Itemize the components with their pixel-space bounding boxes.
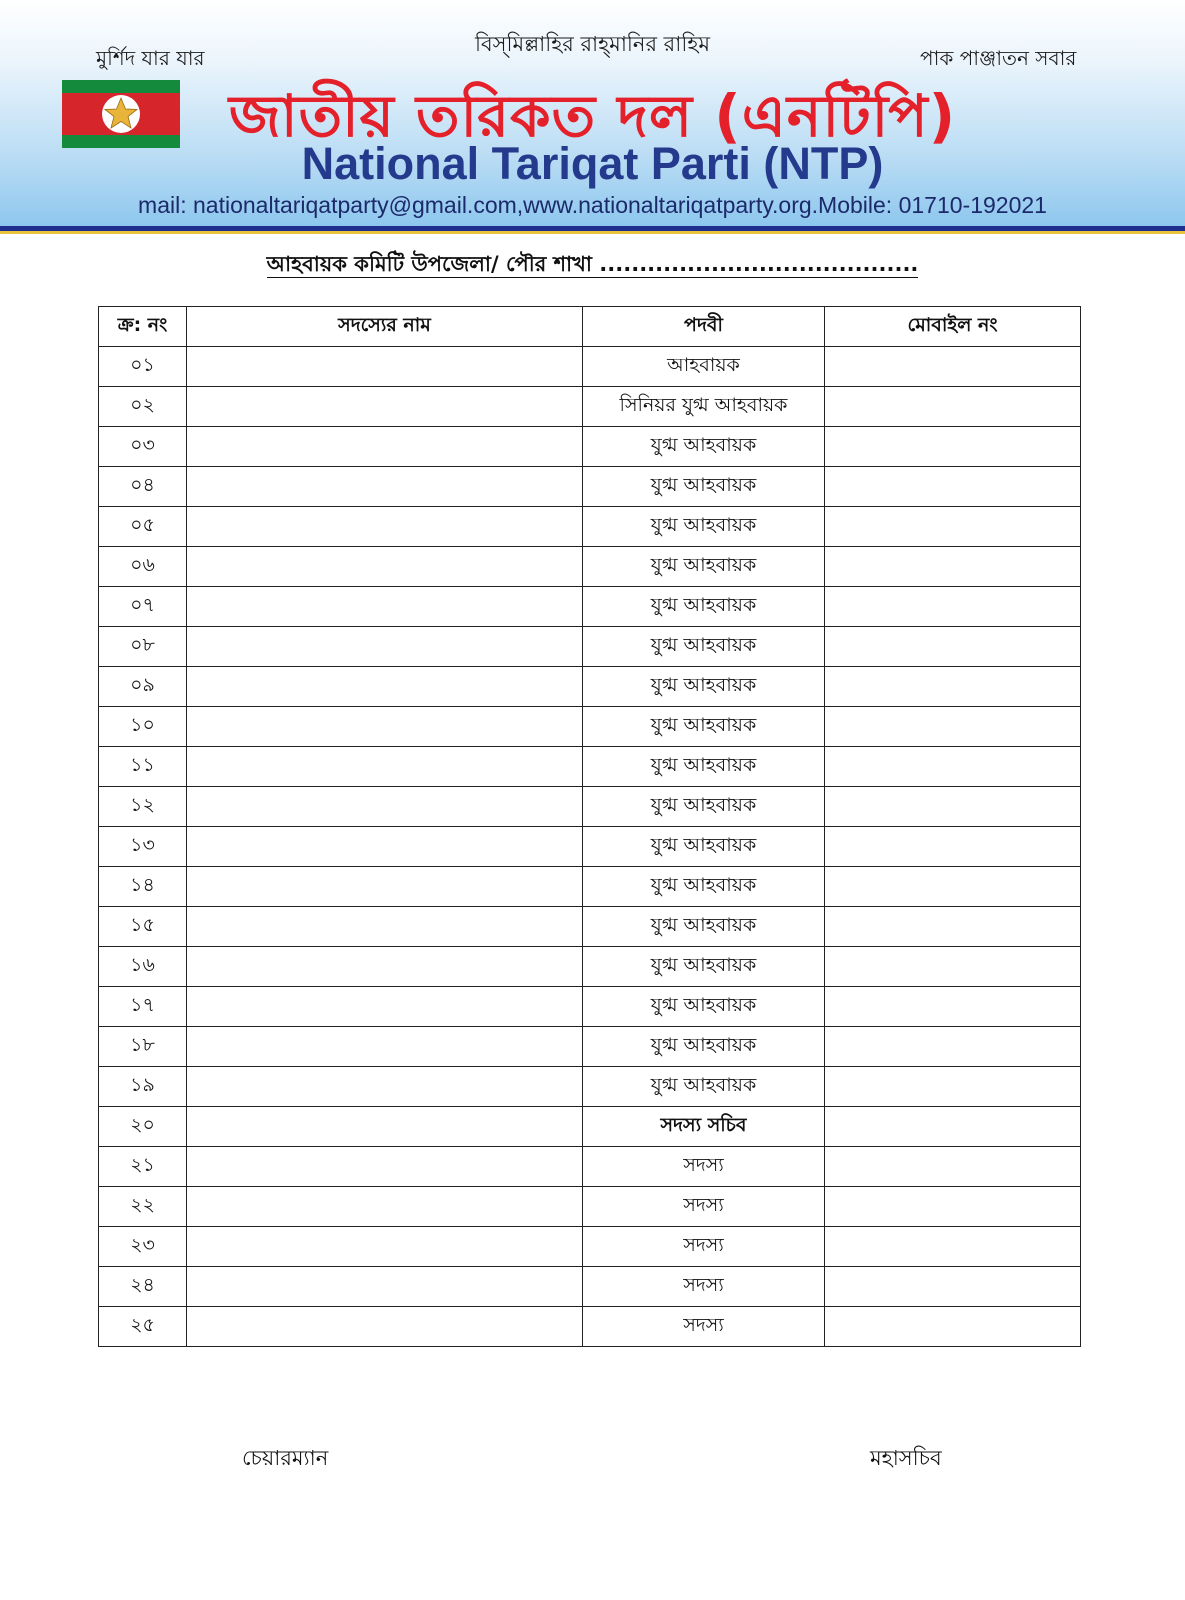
table-row	[99, 787, 1081, 827]
serial-cell: ১৭	[99, 987, 187, 1027]
designation-cell: যুগ্ম আহবায়ক	[583, 547, 825, 587]
member-name-cell	[187, 507, 583, 547]
mobile-cell	[825, 1187, 1081, 1227]
table-row	[99, 387, 1081, 427]
party-name-bangla: জাতীয় তরিকত দল (এনটিপি)	[228, 82, 957, 150]
designation-cell: যুগ্ম আহবায়ক	[583, 947, 825, 987]
member-name-cell	[187, 947, 583, 987]
designation-cell: যুগ্ম আহবায়ক	[583, 467, 825, 507]
mobile-cell	[825, 467, 1081, 507]
designation-cell: যুগ্ম আহবায়ক	[583, 667, 825, 707]
table-row	[99, 467, 1081, 507]
designation-cell: সিনিয়র যুগ্ম আহবায়ক	[583, 387, 825, 427]
header-serial: ক্র: নং	[99, 307, 187, 347]
contact-info: mail: nationaltariqatparty@gmail.com,www.nationaltariqatparty.org.Mobile: 01710-192021	[138, 192, 1047, 218]
designation-cell: যুগ্ম আহবায়ক	[583, 987, 825, 1027]
serial-cell: ০৪	[99, 467, 187, 507]
designation-cell: যুগ্ম আহবায়ক	[583, 427, 825, 467]
committee-title-text: আহবায়ক কমিটি উপজেলা/ পৌর শাখা ........................................	[266, 252, 919, 276]
member-name-cell	[187, 467, 583, 507]
member-name-cell	[187, 747, 583, 787]
mobile-cell	[825, 1067, 1081, 1107]
mobile-cell	[825, 907, 1081, 947]
designation-cell: সদস্য	[583, 1147, 825, 1187]
table-row	[99, 747, 1081, 787]
member-name-cell	[187, 707, 583, 747]
member-name-cell	[187, 1147, 583, 1187]
designation-cell: যুগ্ম আহবায়ক	[583, 747, 825, 787]
member-name-cell	[187, 787, 583, 827]
mobile-cell	[825, 1307, 1081, 1347]
serial-cell: ১৯	[99, 1067, 187, 1107]
serial-cell: ১২	[99, 787, 187, 827]
member-rows	[99, 347, 1081, 1347]
designation-cell: সদস্য	[583, 1187, 825, 1227]
mobile-cell	[825, 667, 1081, 707]
table-row	[99, 707, 1081, 747]
signature-chairman: চেয়ারম্যান	[242, 1446, 329, 1470]
serial-cell: ১৮	[99, 1027, 187, 1067]
member-name-cell	[187, 427, 583, 467]
table-row	[99, 347, 1081, 387]
member-name-cell	[187, 547, 583, 587]
table-row	[99, 1307, 1081, 1347]
mobile-cell	[825, 987, 1081, 1027]
table-row	[99, 507, 1081, 547]
serial-cell: ২৩	[99, 1227, 187, 1267]
designation-cell: যুগ্ম আহবায়ক	[583, 1027, 825, 1067]
member-name-cell	[187, 387, 583, 427]
member-name-cell	[187, 1187, 583, 1227]
mobile-cell	[825, 867, 1081, 907]
serial-cell: ১১	[99, 747, 187, 787]
mobile-cell	[825, 347, 1081, 387]
party-name-english: National Tariqat Parti (NTP)	[301, 138, 884, 189]
bismillah-text: বিস্‌মিল্লাহির রাহ্‌মানির রাহিম	[474, 32, 711, 56]
member-name-cell	[187, 627, 583, 667]
header-divider-gold	[0, 231, 1185, 234]
serial-cell: ১৩	[99, 827, 187, 867]
table-row	[99, 667, 1081, 707]
serial-cell: ০৩	[99, 427, 187, 467]
mobile-cell	[825, 587, 1081, 627]
table-row	[99, 627, 1081, 667]
serial-cell: ০৮	[99, 627, 187, 667]
table-row	[99, 1227, 1081, 1267]
table-row	[99, 827, 1081, 867]
designation-cell: আহবায়ক	[583, 347, 825, 387]
mobile-cell	[825, 627, 1081, 667]
table-row	[99, 1027, 1081, 1067]
mobile-cell	[825, 1107, 1081, 1147]
member-name-cell	[187, 1107, 583, 1147]
mobile-cell	[825, 947, 1081, 987]
serial-cell: ২৪	[99, 1267, 187, 1307]
mobile-cell	[825, 707, 1081, 747]
slogan-left: মুর্শিদ যার যার	[96, 46, 205, 70]
member-name-cell	[187, 987, 583, 1027]
signature-secretary-general: মহাসচিব	[870, 1446, 942, 1470]
table-row	[99, 547, 1081, 587]
designation-cell: যুগ্ম আহবায়ক	[583, 707, 825, 747]
serial-cell: ১৬	[99, 947, 187, 987]
table-row	[99, 1147, 1081, 1187]
designation-cell: যুগ্ম আহবায়ক	[583, 627, 825, 667]
designation-cell: সদস্য	[583, 1227, 825, 1267]
serial-cell: ১৪	[99, 867, 187, 907]
mobile-cell	[825, 747, 1081, 787]
mobile-cell	[825, 1027, 1081, 1067]
mobile-cell	[825, 1267, 1081, 1307]
member-name-cell	[187, 827, 583, 867]
mobile-cell	[825, 427, 1081, 467]
serial-cell: ০৯	[99, 667, 187, 707]
designation-cell: যুগ্ম আহবায়ক	[583, 587, 825, 627]
serial-cell: ২৫	[99, 1307, 187, 1347]
table-row	[99, 587, 1081, 627]
mobile-cell	[825, 787, 1081, 827]
mobile-cell	[825, 547, 1081, 587]
mobile-cell	[825, 827, 1081, 867]
serial-cell: ১৫	[99, 907, 187, 947]
designation-cell: যুগ্ম আহবায়ক	[583, 1067, 825, 1107]
serial-cell: ০৫	[99, 507, 187, 547]
member-name-cell	[187, 867, 583, 907]
header-member-name: সদস্যের নাম	[187, 307, 583, 347]
mobile-cell	[825, 387, 1081, 427]
table-row	[99, 987, 1081, 1027]
member-name-cell	[187, 1267, 583, 1307]
member-name-cell	[187, 1227, 583, 1267]
member-name-cell	[187, 1067, 583, 1107]
slogan-right: পাক পাঞ্জাতন সবার	[920, 46, 1077, 70]
member-name-cell	[187, 667, 583, 707]
header-mobile: মোবাইল নং	[825, 307, 1081, 347]
table-row	[99, 867, 1081, 907]
table-row	[99, 1107, 1081, 1147]
designation-cell: যুগ্ম আহবায়ক	[583, 507, 825, 547]
serial-cell: ০৬	[99, 547, 187, 587]
table-header-row	[99, 307, 1081, 347]
designation-cell: যুগ্ম আহবায়ক	[583, 867, 825, 907]
table-row	[99, 1067, 1081, 1107]
member-table	[98, 306, 1081, 1347]
member-name-cell	[187, 1307, 583, 1347]
member-name-cell	[187, 587, 583, 627]
serial-cell: ২১	[99, 1147, 187, 1187]
member-name-cell	[187, 347, 583, 387]
member-name-cell	[187, 907, 583, 947]
serial-cell: ২২	[99, 1187, 187, 1227]
member-name-cell	[187, 1027, 583, 1067]
table-row	[99, 907, 1081, 947]
table-row	[99, 1267, 1081, 1307]
serial-cell: ০৭	[99, 587, 187, 627]
serial-cell: ০২	[99, 387, 187, 427]
mobile-cell	[825, 1227, 1081, 1267]
header-designation: পদবী	[583, 307, 825, 347]
serial-cell: ০১	[99, 347, 187, 387]
designation-cell: সদস্য	[583, 1267, 825, 1307]
table-row	[99, 947, 1081, 987]
designation-cell: যুগ্ম আহবায়ক	[583, 827, 825, 867]
serial-cell: ১০	[99, 707, 187, 747]
designation-cell: যুগ্ম আহবায়ক	[583, 907, 825, 947]
designation-cell: সদস্য সচিব	[583, 1107, 825, 1147]
table-row	[99, 1187, 1081, 1227]
mobile-cell	[825, 507, 1081, 547]
designation-cell: যুগ্ম আহবায়ক	[583, 787, 825, 827]
mobile-cell	[825, 1147, 1081, 1187]
committee-title	[0, 248, 1185, 283]
table-row	[99, 427, 1081, 467]
serial-cell: ২০	[99, 1107, 187, 1147]
designation-cell: সদস্য	[583, 1307, 825, 1347]
